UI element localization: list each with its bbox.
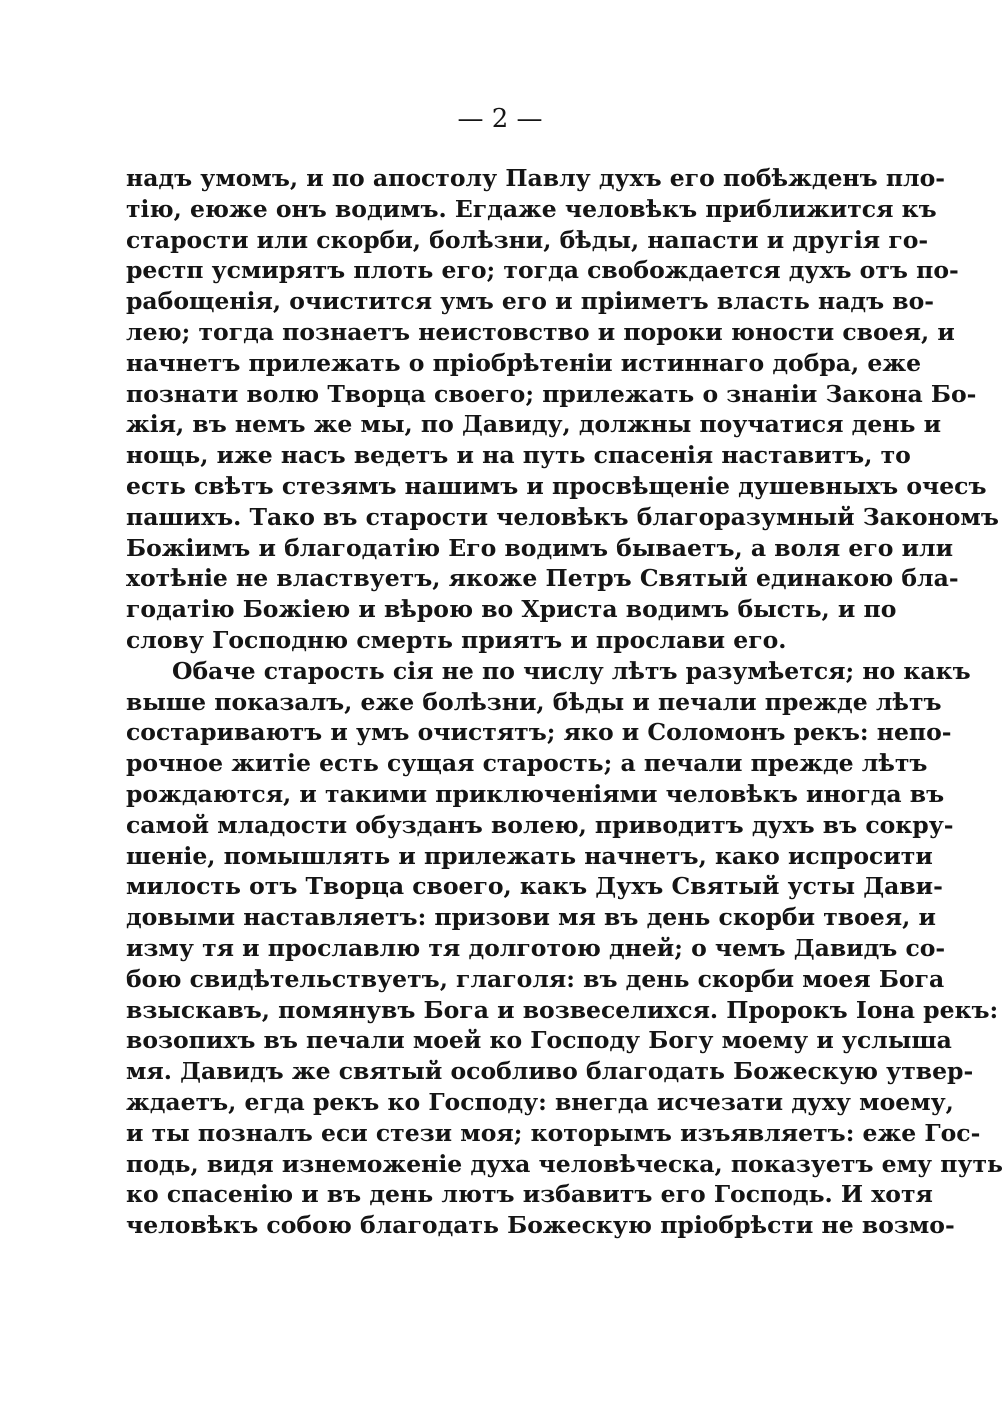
- text-line: познати волю Творца своего; прилежать о знаніи Закона Бо-: [126, 379, 977, 408]
- text-line: Божіимъ и благодатію Его водимъ бываетъ, а воля его или: [126, 533, 954, 562]
- text-line: старости или скорби, болѣзни, бѣды, напасти и другія го-: [126, 225, 929, 254]
- text-line: довыми наставляетъ: призови мя въ день скорби твоея, и: [126, 903, 936, 932]
- text-line: выше показалъ, еже болѣзни, бѣды и печали прежде лѣтъ: [126, 687, 942, 716]
- text-line: состариваютъ и умъ очистятъ; яко и Соломонъ рекъ: непо-: [126, 718, 952, 747]
- text-line: есть свѣтъ стезямъ нашимъ и просвѣщеніе душевныхъ очесъ: [126, 471, 987, 500]
- text-line: взыскавъ, помянувъ Бога и возвеселихся. Пророкъ Іона рекъ:: [126, 995, 999, 1024]
- paragraph-1: [126, 163, 999, 656]
- page-number: — 2 —: [457, 104, 543, 134]
- text-line: рождаются, и такими приключеніями человѣкъ иногда въ: [126, 779, 945, 808]
- body-text: [126, 163, 1003, 1241]
- text-line: шеніе, помышлять и прилежать начнетъ, како испросити: [126, 841, 933, 870]
- text-line: слову Господню смерть приятъ и прослави его.: [126, 625, 787, 654]
- text-line: подь, видя изнеможеніе духа человѣческа, показуетъ ему путь: [126, 1149, 1003, 1178]
- text-line: милость отъ Творца своего, какъ Духъ Святый усты Дави-: [126, 872, 943, 901]
- text-line: годатію Божіею и вѣрою во Христа водимъ бысть, и по: [126, 595, 897, 624]
- text-line: тію, еюже онъ водимъ. Егдаже человѣкъ приближится къ: [126, 194, 937, 223]
- text-line: лею; тогда познаетъ неистовство и пороки юности своея, и: [126, 317, 955, 346]
- text-line: хотѣніе не властвуетъ, якоже Петръ Святый единакою бла-: [126, 564, 959, 593]
- text-line: рочное житіе есть сущая старость; а печали прежде лѣтъ: [126, 749, 928, 778]
- text-line: человѣкъ собою благодать Божескую пріобрѣсти не возмо-: [126, 1211, 955, 1240]
- text-line: ко спасенію и въ день лютъ избавитъ его Господь. И хотя: [126, 1180, 933, 1209]
- text-line: Обаче старость сія не по числу лѣтъ разумѣется; но какъ: [172, 656, 971, 685]
- text-line: самой младости обузданъ волею, приводитъ духъ въ сокру-: [126, 810, 954, 839]
- text-line: изму тя и прославлю тя долготою дней; о чемъ Давидъ со-: [126, 933, 946, 962]
- text-line: бою свидѣтельствуетъ, глаголя: въ день скорби моея Бога: [126, 964, 945, 993]
- text-line: рабощенія, очистится умъ его и пріиметъ власть надъ во-: [126, 287, 935, 316]
- text-line: нощь, иже насъ ведетъ и на путь спасенія наставитъ, то: [126, 441, 911, 470]
- text-line: рестп усмирятъ плоть его; тогда свобождается духъ отъ по-: [126, 256, 959, 285]
- text-line: и ты позналъ еси стези моя; которымъ изъявляетъ: еже Гос-: [126, 1118, 981, 1147]
- text-line: жія, въ немъ же мы, по Давиду, должны поучатися день и: [126, 410, 942, 439]
- text-line: начнетъ прилежать о пріобрѣтеніи истиннаго добра, еже: [126, 348, 922, 377]
- text-line: мя. Давидъ же святый особливо благодать Божескую утвер-: [126, 1057, 974, 1086]
- paragraph-2: [126, 656, 1003, 1241]
- text-line: возопихъ въ печали моей ко Господу Богу моему и услыша: [126, 1026, 952, 1055]
- text-line: ждаетъ, егда рекъ ко Господу: внегда исчезати духу моему,: [126, 1087, 954, 1116]
- text-line: надъ умомъ, и по апостолу Павлу духъ его побѣжденъ пло-: [126, 164, 946, 192]
- text-line: пашихъ. Тако въ старости человѣкъ благоразумный Закономъ: [126, 502, 999, 531]
